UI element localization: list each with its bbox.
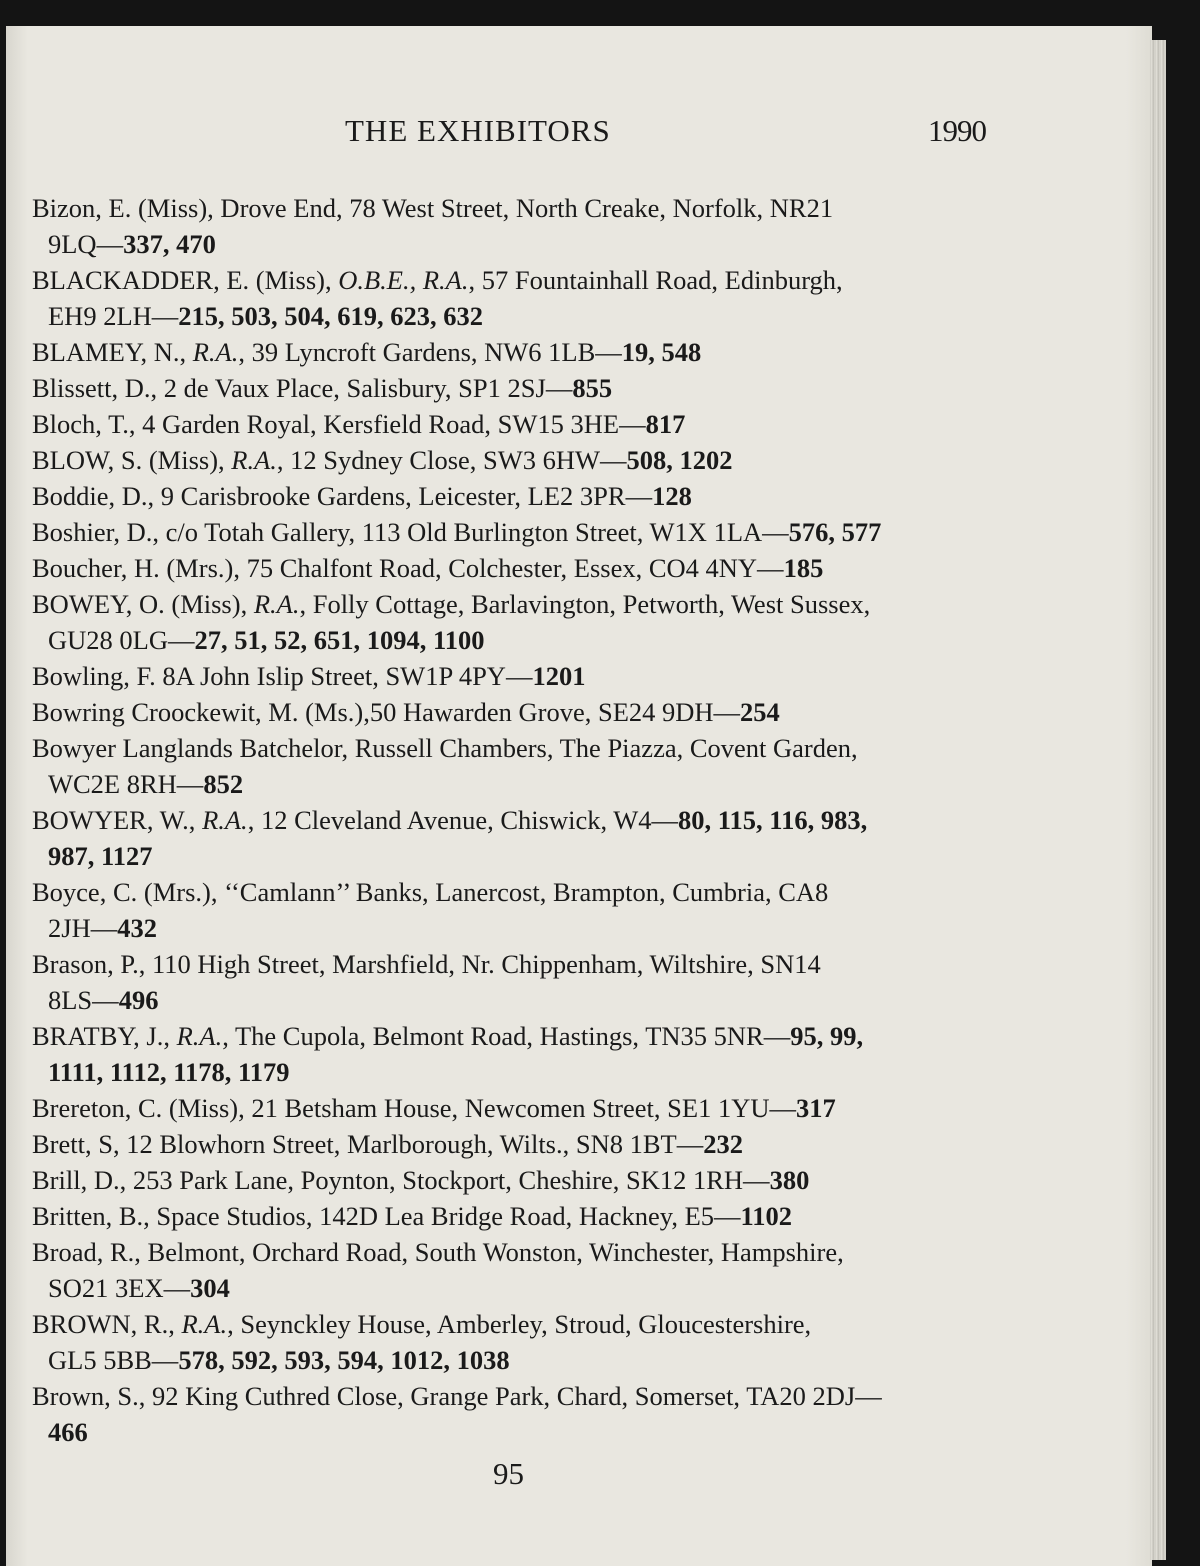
- page-number: 95: [493, 1456, 524, 1491]
- entry-line: [22, 442, 1012, 478]
- honours: R.A.: [231, 445, 277, 475]
- catalogue-numbers: 817: [645, 409, 686, 439]
- entry-text: BLACKADDER, E. (Miss),: [32, 265, 339, 295]
- entry-text: Brown, S., 92 King Cuthred Close, Grange Park, Chard, Somerset, TA20 2DJ—: [32, 1381, 882, 1411]
- entry-text: BLOW, S. (Miss),: [32, 445, 232, 475]
- honours: R.A.: [176, 1021, 223, 1051]
- exhibitor-entry: [22, 1198, 1012, 1234]
- entry-continuation-line: [22, 298, 1012, 334]
- exhibitor-entry: [22, 1090, 1012, 1126]
- entry-line: [22, 1306, 1012, 1342]
- entry-continuation-line: [22, 1270, 1012, 1306]
- catalogue-numbers: 1111, 1112, 1178, 1179: [48, 1057, 290, 1087]
- exhibitor-entry: [22, 946, 1012, 1018]
- header-year: 1990: [928, 113, 986, 148]
- exhibitor-entry: [22, 658, 1012, 694]
- entry-text: , Folly Cottage, Barlavington, Petworth, West Sussex,: [299, 589, 871, 619]
- catalogue-numbers: 185: [783, 553, 824, 583]
- catalogue-numbers: 254: [740, 697, 780, 727]
- entry-text: Bloch, T., 4 Garden Royal, Kersfield Road, SW15 3HE—: [32, 409, 646, 439]
- entry-text: Boucher, H. (Mrs.), 75 Chalfont Road, Colchester, Essex, CO4 4NY—: [32, 553, 784, 583]
- entry-line: [22, 694, 1012, 730]
- exhibitor-entry: [22, 694, 1012, 730]
- entry-line: [22, 730, 1012, 766]
- exhibitor-entry: [22, 406, 1012, 442]
- entry-text: Bowyer Langlands Batchelor, Russell Chambers, The Piazza, Covent Garden,: [32, 733, 858, 763]
- catalogue-numbers: 576, 577: [788, 517, 882, 547]
- entry-text: EH9 2LH—: [48, 301, 179, 331]
- catalogue-numbers: 987, 1127: [48, 841, 153, 871]
- entry-text: , 12 Cleveland Avenue, Chiswick, W4—: [247, 805, 679, 835]
- entry-line: [22, 1018, 1012, 1054]
- entry-continuation-line: [22, 766, 1012, 802]
- honours: R.A.: [192, 337, 239, 367]
- entry-text: BOWEY, O. (Miss),: [32, 589, 254, 619]
- entry-line: [22, 550, 1012, 586]
- exhibitor-entry: [22, 442, 1012, 478]
- entry-line: [22, 874, 1012, 910]
- exhibitor-entry: [22, 1306, 1012, 1378]
- entry-text: BROWN, R.,: [32, 1309, 182, 1339]
- exhibitor-entry: [22, 262, 1012, 334]
- entry-text: Boyce, C. (Mrs.), ‘‘Camlann’’ Banks, Lanercost, Brampton, Cumbria, CA8: [32, 877, 829, 907]
- entry-text: , The Cupola, Belmont Road, Hastings, TN35 5NR—: [222, 1021, 791, 1051]
- catalogue-numbers: 128: [652, 481, 692, 511]
- exhibitor-entry: [22, 514, 1012, 550]
- exhibitor-entry: [22, 1378, 1012, 1450]
- entry-text: , Seynckley House, Amberley, Stroud, Gloucestershire,: [227, 1309, 812, 1339]
- catalogue-numbers: 466: [48, 1417, 88, 1447]
- entry-line: [22, 1126, 1012, 1162]
- entry-text: Bowring Croockewit, M. (Ms.),50 Hawarden Grove, SE24 9DH—: [32, 697, 741, 727]
- honours: R.A.: [253, 589, 300, 619]
- entry-line: [22, 946, 1012, 982]
- entry-text: GL5 5BB—: [48, 1345, 179, 1375]
- catalogue-numbers: 95, 99,: [790, 1021, 864, 1051]
- exhibitor-entry: [22, 370, 1012, 406]
- entry-line: [22, 262, 1012, 298]
- entry-text: , 57 Fountainhall Road, Edinburgh,: [468, 265, 843, 295]
- entry-continuation-line: [22, 1054, 1012, 1090]
- entry-continuation-line: [22, 1414, 1012, 1450]
- entry-text: Brill, D., 253 Park Lane, Poynton, Stockport, Cheshire, SK12 1RH—: [32, 1165, 770, 1195]
- catalogue-numbers: 852: [203, 769, 244, 799]
- entry-continuation-line: [22, 226, 1012, 262]
- entry-text: BOWYER, W.,: [32, 805, 203, 835]
- catalogue-numbers: 1102: [740, 1201, 793, 1231]
- exhibitor-entry: [22, 1162, 1012, 1198]
- exhibitor-entry: [22, 586, 1012, 658]
- entry-text: Broad, R., Belmont, Orchard Road, South Wonston, Winchester, Hampshire,: [32, 1237, 844, 1267]
- entry-text: Brason, P., 110 High Street, Marshfield, Nr. Chippenham, Wiltshire, SN14: [32, 949, 821, 979]
- entry-text: Bowling, F. 8A John Islip Street, SW1P 4PY—: [32, 661, 533, 691]
- exhibitor-entry: [22, 1018, 1012, 1090]
- exhibitor-entry: [22, 874, 1012, 946]
- entry-continuation-line: [22, 838, 1012, 874]
- catalogue-numbers: 27, 51, 52, 651, 1094, 1100: [194, 625, 485, 655]
- catalogue-numbers: 317: [795, 1093, 836, 1123]
- entry-continuation-line: [22, 622, 1012, 658]
- catalogue-numbers: 578, 592, 593, 594, 1012, 1038: [178, 1345, 510, 1375]
- entry-line: [22, 406, 1012, 442]
- entry-text: 8LS—: [48, 985, 119, 1015]
- entry-line: [22, 1378, 1012, 1414]
- catalogue-numbers: 855: [572, 373, 613, 403]
- entry-text: BRATBY, J.,: [32, 1021, 177, 1051]
- exhibitor-entry: [22, 730, 1012, 802]
- entry-continuation-line: [22, 982, 1012, 1018]
- exhibitor-entry: [22, 1126, 1012, 1162]
- entry-text: Boshier, D., c/o Totah Gallery, 113 Old Burlington Street, W1X 1LA—: [32, 517, 789, 547]
- catalogue-numbers: 232: [703, 1129, 743, 1159]
- honours: R.A.: [202, 805, 248, 835]
- catalogue-numbers: 380: [769, 1165, 810, 1195]
- catalogue-numbers: 304: [190, 1273, 230, 1303]
- entry-text: SO21 3EX—: [48, 1273, 191, 1303]
- exhibitor-entry: [22, 334, 1012, 370]
- catalogue-numbers: 215, 503, 504, 619, 623, 632: [178, 301, 484, 331]
- catalogue-numbers: 19, 548: [621, 337, 702, 367]
- entry-line: [22, 514, 1012, 550]
- exhibitor-entry: [22, 802, 1012, 874]
- exhibitor-entry: [22, 478, 1012, 514]
- entry-text: Blissett, D., 2 de Vaux Place, Salisbury, SP1 2SJ—: [32, 373, 573, 403]
- entry-text: Britten, B., Space Studios, 142D Lea Bridge Road, Hackney, E5—: [32, 1201, 741, 1231]
- catalogue-numbers: 508, 1202: [626, 445, 733, 475]
- catalogue-numbers: 80, 115, 116, 983,: [678, 805, 868, 835]
- catalogue-numbers: 337, 470: [123, 229, 216, 259]
- entry-line: [22, 802, 1012, 838]
- entry-line: [22, 478, 1012, 514]
- entry-line: [22, 1090, 1012, 1126]
- entry-line: [22, 370, 1012, 406]
- entry-line: [22, 1198, 1012, 1234]
- entry-text: , 12 Sydney Close, SW3 6HW—: [276, 445, 627, 475]
- catalogue-numbers: 496: [118, 985, 159, 1015]
- catalogue-numbers: 432: [117, 913, 157, 943]
- exhibitor-entry: [22, 550, 1012, 586]
- entry-text: Boddie, D., 9 Carisbrooke Gardens, Leicester, LE2 3PR—: [32, 481, 653, 511]
- entry-text: , 39 Lyncroft Gardens, NW6 1LB—: [238, 337, 622, 367]
- running-header: [0, 113, 1200, 153]
- entry-line: [22, 334, 1012, 370]
- entry-text: 9LQ—: [48, 229, 124, 259]
- entry-line: [22, 586, 1012, 622]
- entry-line: [22, 1234, 1012, 1270]
- entry-continuation-line: [22, 910, 1012, 946]
- entry-text: 2JH—: [48, 913, 118, 943]
- entry-text: Brereton, C. (Miss), 21 Betsham House, Newcomen Street, SE1 1YU—: [32, 1093, 796, 1123]
- running-title: THE EXHIBITORS: [345, 113, 611, 148]
- honours: O.B.E., R.A.: [338, 265, 469, 295]
- honours: R.A.: [181, 1309, 228, 1339]
- entry-continuation-line: [22, 1342, 1012, 1378]
- entry-text: BLAMEY, N.,: [32, 337, 193, 367]
- page-edge: [1150, 40, 1166, 1560]
- entry-line: [22, 1162, 1012, 1198]
- entry-text: Brett, S, 12 Blowhorn Street, Marlborough, Wilts., SN8 1BT—: [32, 1129, 704, 1159]
- entry-line: [22, 190, 1012, 226]
- exhibitor-entry: [22, 190, 1012, 262]
- entry-text: GU28 0LG—: [48, 625, 195, 655]
- catalogue-numbers: 1201: [532, 661, 586, 691]
- entry-text: WC2E 8RH—: [48, 769, 204, 799]
- exhibitor-list: [22, 190, 1012, 1450]
- entry-line: [22, 658, 1012, 694]
- entry-text: Bizon, E. (Miss), Drove End, 78 West Street, North Creake, Norfolk, NR21: [32, 193, 834, 223]
- exhibitor-entry: [22, 1234, 1012, 1306]
